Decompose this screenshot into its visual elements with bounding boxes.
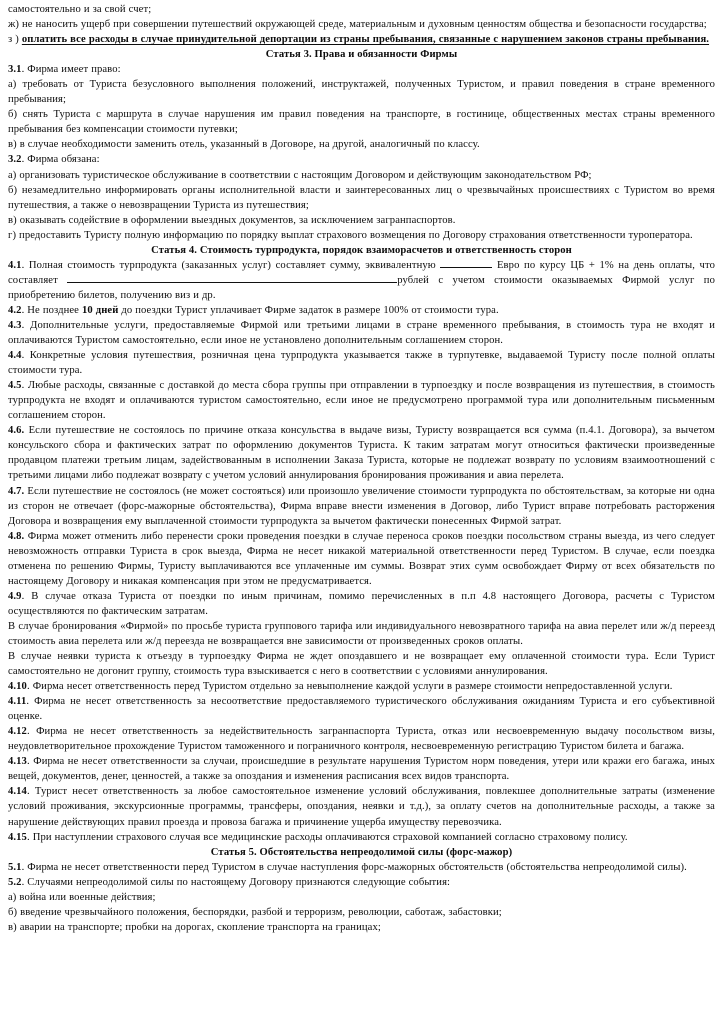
- paragraph-3-1-v: в) в случае необходимости заменить отель, указанный в Договоре, на другой, аналогичный по классу.: [8, 139, 480, 151]
- clause-4-6: [8, 423, 715, 483]
- clause-4-3: [8, 318, 715, 348]
- clause-number-5-1: 5.1: [8, 861, 22, 873]
- clause-4-8: [8, 529, 715, 589]
- heading-article-3: Статья 3. Права и обязанности Фирмы: [265, 49, 458, 61]
- paragraph-5-2-a: а) война или военные действия;: [8, 891, 156, 903]
- paragraph-3-1-b: б) снять Туриста с маршрута в случае нарушения им правил поведения на транспорте, в гостинице, общественных местах страны временного пребывания без компенсации стоимости путевки;: [8, 109, 715, 136]
- clause-number-4-3: 4.3: [8, 319, 22, 331]
- clause-text-4-1-part2: Евро по курсу ЦБ + 1% на день оплаты, что составляет: [8, 259, 715, 286]
- clause-number-4-13: 4.13: [8, 756, 27, 768]
- clause-text-4-13: . Фирма не несет ответственности за случаи, происшедшие в результате нарушения Туристом норм поведения, утери или кражи его багажа, иных вещей, документов, денег, ценностей, а также за опоздания и изменения расписания всех видов транспорта.: [8, 756, 715, 783]
- paragraph-3-2-g: г) предоставить Туристу полную информацию по порядку выплат страхового возмещения по Договору страхования ответственности туроператора.: [8, 229, 693, 241]
- clause-4-10: [8, 679, 715, 694]
- clause-text-5-1: . Фирма не несет ответственности перед Туристом в случае наступления форс-мажорных обстоятельств (обстоятельства непреодолимой силы).: [21, 861, 687, 873]
- clause-text-3-2: . Фирма обязана:: [21, 154, 100, 166]
- blank-field-ruble-amount[interactable]: [67, 273, 397, 283]
- clause-text-4-6: Если путешествие не состоялось по причине отказа консульства в выдаче визы, Туристу возвращается вся сумма (п.4.1. Договора), за вычетом консульского сбора и фактических затрат по оформлению документов Туриста. К таким затратам могут относиться фактически произведенные продавцом платежи третьим лицам, задействованным в исполнении Заказа Туриста, которые не подлежат возврату по условиям взаимоотношений с третьими лицами либо подлежат возврату с учетом условий аннулирования бронирования проживания и авиа перелета.: [8, 425, 715, 482]
- clause-4-5: [8, 378, 715, 423]
- clause-text-4-7: Если путешествие не состоялось (не может состояться) или произошло увеличение стоимости турпродукта по обстоятельствам, за которые ни одна из сторон не отвечает (форс-мажорные обстоятельства), Фирма вправе внести изменения в Договор, либо Турист вправе потребовать расторжения Договора и возвращения ему выплаченной стоимости турпродукта за вычетом фактически понесенных Фирмой затрат.: [8, 485, 715, 527]
- clause-text-4-12: . Фирма не несет ответственность за недействительность загранпаспорта Туриста, отказ или несвоевременную выдачу посольством визы, неудовлетворительное прохождение Туристом таможенного и пограничного контроля, несвоевременную регистрацию Туристом билета и багажа.: [8, 726, 715, 753]
- clause-text-4-9: . В случае отказа Туриста от поездки по иным причинам, помимо перечисленных в п.п 4.8 настоящего Договора, расчеты с Туристом осуществляются по фактическим затратам.: [8, 590, 715, 617]
- clause-text-4-15: . При наступлении страхового случая все медицинские расходы оплачиваются страховой компанией согласно страховому полису.: [26, 831, 628, 843]
- paragraph-no-show: В случае неявки туриста к отъезду в турпоездку Фирма не ждет опоздавшего и не возвращает ему оплаченной стоимости тура. Если Турист самостоятельно не догонит группу, стоимость тура взыскивается с него в соответствии с условиями аннулирования.: [8, 651, 715, 678]
- clause-number-4-5: 4.5: [8, 380, 22, 392]
- paragraph-5-2-b: б) введение чрезвычайного положения, беспорядки, разбой и терроризм, революции, саботаж, забастовки;: [8, 906, 502, 918]
- clause-number-3-1: 3.1: [8, 64, 22, 76]
- paragraph-3-1-a: а) требовать от Туриста безусловного выполнения положений, инструктажей, полученных Туристом, и правил поведения в стране временного пребывания;: [8, 79, 715, 106]
- clause-4-7: [8, 484, 715, 529]
- clause-number-4-15: 4.15: [8, 831, 27, 843]
- clause-text-4-1-part1: . Полная стоимость турпродукта (заказанных услуг) составляет сумму, эквивалентную: [21, 259, 441, 271]
- clause-4-9: [8, 589, 715, 619]
- clause-5-2: [8, 875, 715, 890]
- clause-4-15: [8, 830, 715, 845]
- paragraph-item-zh: ж) не наносить ущерб при совершении путешествий окружающей среде, материальным и духовным ценностям общества и безопасности государства;: [8, 19, 707, 31]
- clause-4-1: [8, 258, 715, 303]
- clause-text-4-11: . Фирма не несет ответственность за несоответствие предоставляемого туристического обслуживания ожиданиям Туриста и его субъективной оценке.: [8, 696, 715, 723]
- clause-number-4-6: 4.6.: [8, 425, 25, 437]
- clause-text-4-2-part1: . Не позднее: [21, 304, 82, 316]
- clause-number-4-4: 4.4: [8, 350, 22, 362]
- clause-number-4-14: 4.14: [8, 786, 27, 798]
- clause-number-4-11: 4.11: [8, 696, 27, 708]
- clause-4-11: [8, 694, 715, 724]
- paragraph-self-expense: самостоятельно и за свой счет;: [8, 4, 152, 15]
- paragraph-nonrefundable-fare: В случае бронирования «Фирмой» по просьбе туриста группового тарифа или индивидуального невозвратного тарифа на авиа перелет или ж/д переезд стоимость авиа перелета или ж/д переезда не возвращается вне зависимости от произведенных сроков оплаты.: [8, 620, 715, 647]
- paragraph-5-2-v: в) аварии на транспорте; пробки на дорогах, скопление транспорта на границах;: [8, 921, 381, 933]
- clause-text-4-2-part2: до поездки Турист уплачивает Фирме задаток в размере 100% от стоимости тура.: [118, 304, 499, 316]
- paragraph-3-2-a: а) организовать туристическое обслуживание в соответствии с настоящим Договором и действующим законодательством РФ;: [8, 169, 592, 181]
- clause-text-4-8: Фирма может отменить либо перенести сроки проведения поездки в случае переноса сроков поездки посольством страны выезда, из чего следует невозможность отправки Туриста в срок выезда, Фирма не несет никакой материальной ответственности перед Туристом. В случае, если поездка отменена по решению Фирмы, Туристу выплачиваются все уплаченные им суммы. Возврат этих сумм освобождает Фирму от всех обязательств по настоящему Договору и никакая компенсация при этом не предусматривается.: [8, 530, 715, 587]
- clause-text-4-1-part3: рублей с учетом стоимости оказываемых Фирмой услуг по приобретению билетов, получению виз и др.: [8, 274, 715, 301]
- clause-text-4-5: . Любые расходы, связанные с доставкой до места сбора группы при отправлении в турпоездку и после возвращения из путешествия, в стоимость турпродукта не входят и оплачиваются туристом самостоятельно, если иное не предусмотрено программой тура или дополнительным письменным соглашением сторон.: [8, 380, 715, 422]
- heading-article-4: Статья 4. Стоимость турпродукта, порядок взаиморасчетов и ответственность сторон: [151, 244, 572, 256]
- clause-number-5-2: 5.2: [8, 876, 22, 888]
- clause-4-14: [8, 784, 715, 829]
- paragraph-item-z-deportation: [8, 32, 715, 47]
- clause-4-4: [8, 348, 715, 378]
- blank-field-euro-amount[interactable]: [440, 258, 492, 268]
- clause-number-3-2: 3.2: [8, 154, 22, 166]
- clause-5-1: [8, 860, 715, 875]
- clause-number-4-12: 4.12: [8, 726, 27, 738]
- clause-number-4-8: 4.8.: [8, 530, 25, 542]
- paragraph-3-2-b: б) незамедлительно информировать органы исполнительной власти и заинтересованных лиц о чрезвычайных происшествиях с Туристом во время путешествия, а также о невозвращении Туриста из путешествия;: [8, 184, 715, 211]
- emphasis-deportation-costs: оплатить все расходы в случае принудительной депортации из страны пребывания, связанные с нарушением законов страны пребывания.: [21, 34, 710, 46]
- clause-text-4-10: . Фирма несет ответственность перед Туристом отдельно за невыполнение каждой услуги в размере стоимости непредоставленной услуги.: [26, 681, 673, 693]
- clause-3-1: [8, 62, 715, 77]
- clause-4-2: [8, 303, 715, 318]
- emphasis-payment-deadline: 10 дней: [81, 304, 119, 316]
- clause-4-13: [8, 754, 715, 784]
- clause-text-4-4: . Конкретные условия путешествия, розничная цена турпродукта указывается также в турпутевке, выдаваемой Туристу после полной оплаты стоимости тура.: [8, 350, 715, 377]
- clause-number-4-7: 4.7.: [8, 485, 25, 497]
- clause-number-4-9: 4.9: [8, 590, 22, 602]
- clause-4-12: [8, 724, 715, 754]
- clause-text-4-3: . Дополнительные услуги, предоставляемые Фирмой или третьими лицами в стране временного пребывания, в стоимость тура не входят и оплачиваются Туристом самостоятельно, если иное не установлено дополнительным соглашением сторон.: [8, 319, 715, 347]
- clause-text-3-1: . Фирма имеет право:: [21, 64, 121, 76]
- item-marker-z: з ): [8, 34, 22, 46]
- heading-article-5: Статья 5. Обстоятельства непреодолимой силы (форс-мажор): [210, 846, 513, 858]
- clause-number-4-2: 4.2: [8, 304, 22, 316]
- clause-text-5-2: . Случаями непреодолимой силы по настоящему Договору признаются следующие события:: [21, 876, 451, 888]
- clause-number-4-10: 4.10: [8, 681, 27, 693]
- paragraph-3-2-v: в) оказывать содействие в оформлении выездных документов, за исключением загранпаспортов.: [8, 214, 456, 226]
- clause-number-4-1: 4.1: [8, 259, 22, 271]
- clause-text-4-14: . Турист несет ответственность за любое самостоятельное изменение условий обслуживания, повлекшее дополнительные затраты (изменение условий проживания, экскурсионные программы, трансферы, опоздания, неявки и т.д.), за оплату счетов на дополнительные расходы, а также за нарушение действующих правил проезда и провоза багажа и причинение ущерба имуществу перевозчика.: [8, 786, 715, 828]
- clause-3-2: [8, 152, 715, 167]
